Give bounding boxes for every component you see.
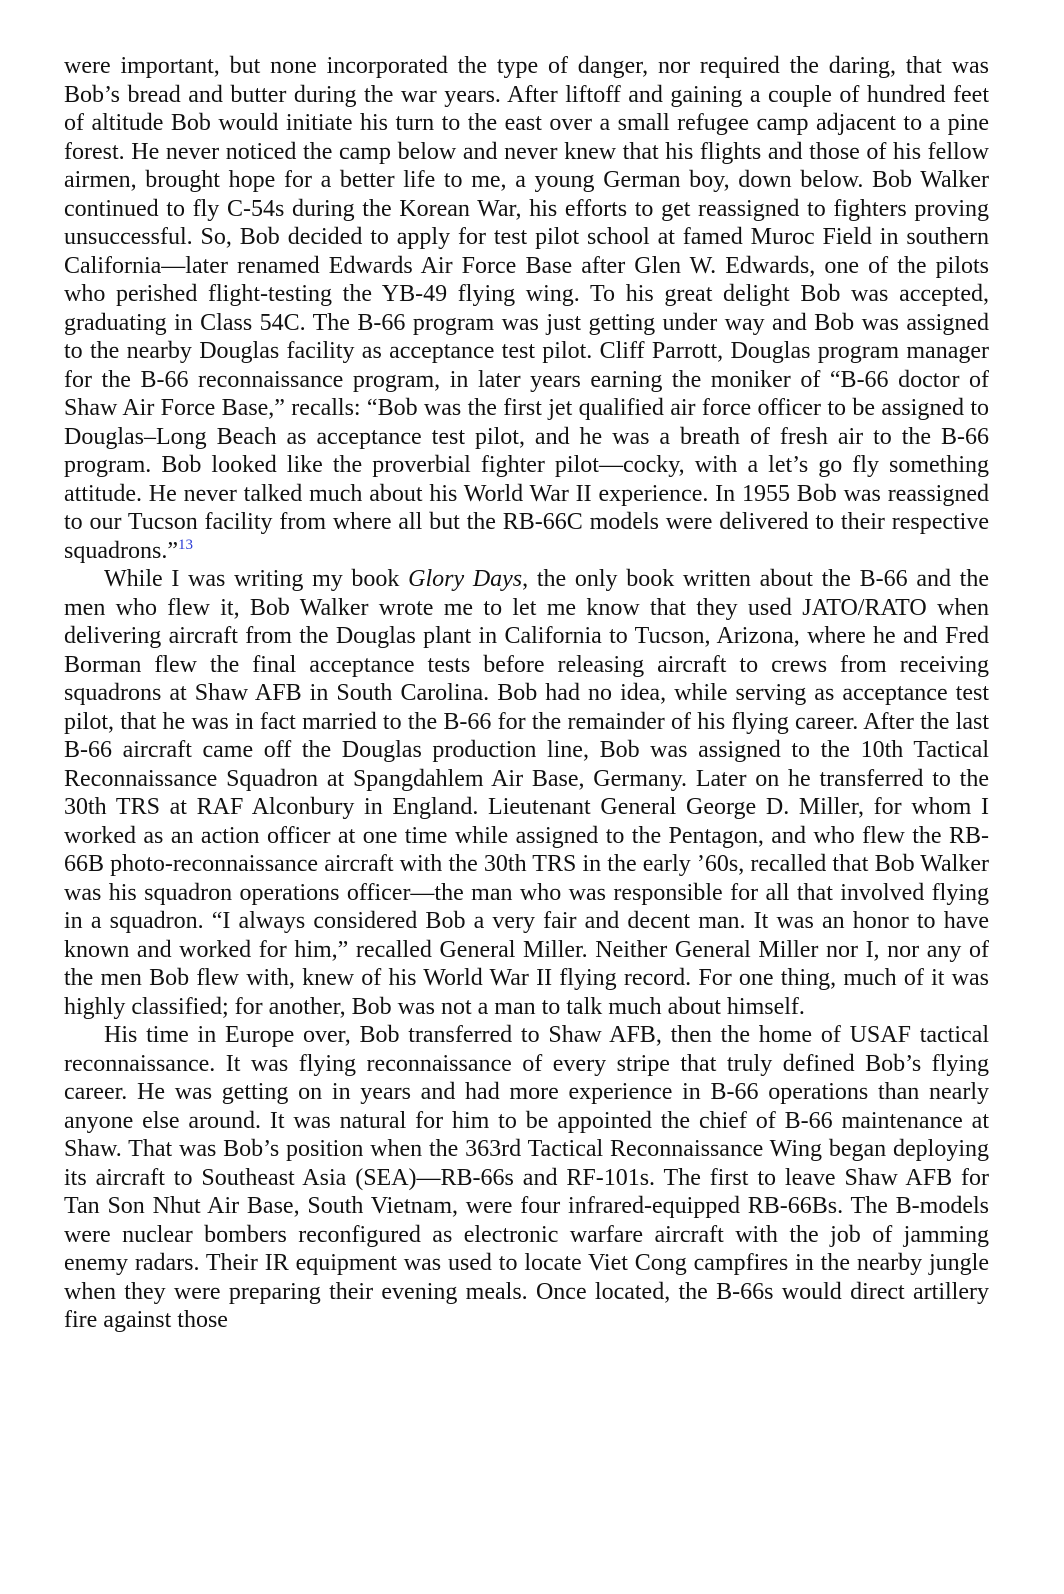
paragraph-2-text-before: While I was writing my book: [104, 566, 409, 592]
paragraph-2: [64, 565, 989, 1021]
book-title-glory-days: Glory Days: [408, 566, 523, 592]
paragraph-2-text-after: , the only book written about the B-66 and the men who flew it, Bob Walker wrote me to let me know that they used JATO/RATO when delivering aircraft from the Douglas plant in California to Tucson, Arizona, where he and Fred Borman flew the final acceptance tests before releasing aircraft to crews from receiving squadrons at Shaw AFB in South Carolina. Bob had no idea, while serving as acceptance test pilot, that he was in fact married to the B-66 for the remainder of his flying career. After the last B-66 aircraft came off the Douglas production line, Bob was assigned to the 10th Tactical Reconnaissance Squadron at Spangdahlem Air Base, Germany. Later on he transferred to the 30th TRS at RAF Alconbury in England. Lieutenant General George D. Miller, for whom I worked as an action officer at one time while assigned to the Pentagon, and who flew the RB-66B photo-reconnaissance aircraft with the 30th TRS in the early ’60s, recalled that Bob Walker was his squadron operations officer—the man who was responsible for all that involved flying in a squadron. “I always considered Bob a very fair and decent man. It was an honor to have known and worked for him,” recalled General Miller. Neither General Miller nor I, nor any of the men Bob flew with, knew of his World War II flying record. For one thing, much of it was highly classified; for another, Bob was not a man to talk much about himself.: [64, 566, 989, 1020]
paragraph-1-text: were important, but none incorporated the type of danger, nor required the daring, that was Bob’s bread and butter during the war years. After liftoff and gaining a couple of hundred feet of altitude Bob would initiate his turn to the east over a small refugee camp adjacent to a pine forest. He never noticed the camp below and never knew that his flights and those of his fellow airmen, brought hope for a better life to me, a young German boy, down below. Bob Walker continued to fly C-54s during the Korean War, his efforts to get reassigned to fighters proving unsuccessful. So, Bob decided to apply for test pilot school at famed Muroc Field in southern California—later renamed Edwards Air Force Base after Glen W. Edwards, one of the pilots who perished flight-testing the YB-49 flying wing. To his great delight Bob was accepted, graduating in Class 54C. The B-66 program was just getting under way and Bob was assigned to the nearby Douglas facility as acceptance test pilot. Cliff Parrott, Douglas program manager for the B-66 reconnaissance program, in later years earning the moniker of “B-66 doctor of Shaw Air Force Base,” recalls: “Bob was the first jet qualified air force officer to be assigned to Douglas–Long Beach as acceptance test pilot, and he was a breath of fresh air to the B-66 program. Bob looked like the proverbial fighter pilot—cocky, with a let’s go fly something attitude. He never talked much about his World War II experience. In 1955 Bob was reassigned to our Tucson facility from where all but the RB-66C models were delivered to their respective squadrons.”: [64, 53, 989, 564]
paragraph-3: His time in Europe over, Bob transferred to Shaw AFB, then the home of USAF tactical reconnaissance. It was flying reconnaissance of every stripe that truly defined Bob’s flying career. He was getting on in years and had more experience in B-66 operations than nearly anyone else around. It was natural for him to be appointed the chief of B-66 maintenance at Shaw. That was Bob’s position when the 363rd Tactical Reconnaissance Wing began deploying its aircraft to Southeast Asia (SEA)—RB-66s and RF-101s. The first to leave Shaw AFB for Tan Son Nhut Air Base, South Vietnam, were four infrared-equipped RB-66Bs. The B-models were nuclear bombers reconfigured as electronic warfare aircraft with the job of jamming enemy radars. Their IR equipment was used to locate Viet Cong campfires in the nearby jungle when they were preparing their evening meals. Once located, the B-66s would direct artillery fire against those: [64, 1022, 989, 1333]
footnote-link-13[interactable]: 13: [177, 536, 193, 553]
book-page-body: [64, 52, 989, 1335]
paragraph-1: [64, 52, 989, 565]
